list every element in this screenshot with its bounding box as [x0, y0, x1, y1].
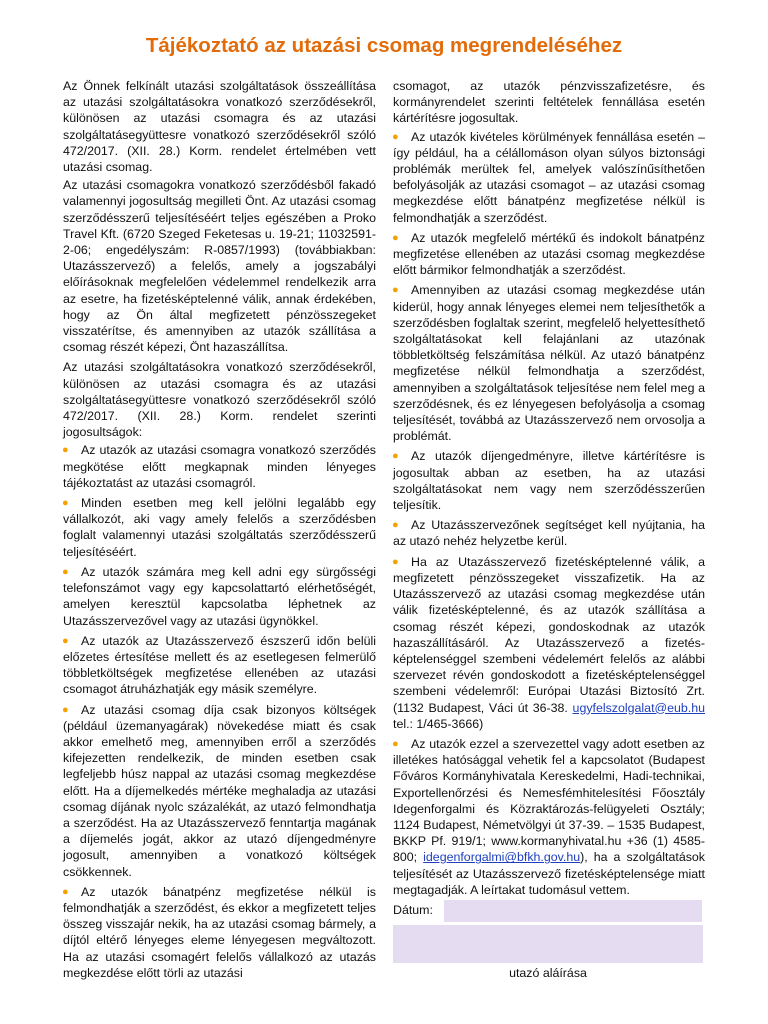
list-item [63, 884, 376, 981]
page-title: Tájékoztató az utazási csomag megrendeléséhez [145, 34, 623, 57]
authority-tail: ), ha a szolgáltatások teljesítését az Utazásszervező fizetésképtelensége miatt megtagadják. A leírtakat tudomásul vettem. [393, 850, 705, 897]
list-item [63, 495, 376, 560]
date-row [393, 900, 705, 922]
bullet-icon: ● [62, 634, 69, 647]
bullet-icon: ● [62, 444, 69, 457]
bullet-icon: ● [62, 703, 69, 716]
right-column [393, 78, 705, 902]
bullet-icon: ● [62, 497, 69, 510]
list-item-text: Az utazók ezzel a szervezettel vagy adott esetben az illetékes hatósággal vehetik fel a kapcsolatot (Budapest Főváros Kormányhivatala Kereskedelmi, Hadi-technikai, Exportellenőrzési és Nemesfémhitelesítési Főosztály Idegenforgalmi és Közraktározás-felügyeleti Osztály; 1124 Budapest, Németvölgyi út 37-39. – 1535 Budapest, BKKP Pf. 919/1; www.kormanyhivatal.hu +36 (1) 4585-800; [393, 736, 705, 865]
list-item [63, 633, 376, 698]
insurer-phone: tel.: 1/465-3666) [393, 716, 484, 731]
left-column [63, 78, 376, 985]
list-item-text: Az Utazásszervezőnek segítséget kell nyújtania, ha az utazó nehéz helyzetbe kerül. [393, 518, 705, 549]
bullet-icon: ● [392, 519, 399, 532]
signature-label: utazó aláírása [509, 966, 587, 980]
list-item-text: Minden esetben meg kell jelölni legalább egy vállalkozót, aki vagy amely felelős a szerződésben foglalt valamennyi utazási szolgáltatás szerződésszerű teljesítéséért. [63, 496, 376, 559]
list-item-text: Az utazási csomag díja csak bizonyos költségek (például üzemanyagárak) növekedése miatt és csak akkor emelhető meg, amennyiben erről a szerződés kifejezetten rendelkezik, de minden esetben csak legfeljebb húsz nappal az utazási csomag megkezdése előtt. Ha a díjemelkedés mértéke meghaladja az utazási csomag díjának nyolc százalékát, az utazó felmondhatja a szerződést. Ha az Utazásszervező fenntartja magának a díjemelés jogát, akkor az utazó díjengedményre jogosult, amennyiben a vonatkozó költségek csökkennek. [63, 702, 376, 879]
insurer-email-link[interactable]: ugyfelszolgalat@eub.hu [572, 700, 705, 715]
list-item [393, 129, 705, 226]
rights-paragraph: Az utazási csomagokra vonatkozó szerződésből fakadó valamennyi jogosultság megilleti Önt. Az utazási csomag szerződésszerű teljesítéséért teljes egészében a Proko Travel Kft. (6720 Szeged Feketesas u. 19-21; 11032591-2-06; engedélyszám: R-0857/1993) (továbbiakban: Utazásszervező) a felelős, amely a jogszabályi előírásoknak megfelelően védelemmel rendelkezik arra az esetre, ha fizetésképtelenné válik, annak érdekében, hogy az Ön által megfizetett pénzösszegeket visszatérítse, és amennyiben az utazók szállítása a csomag részét képezi, Önt hazaszállítsa. [63, 178, 376, 355]
entitlements-intro: Az utazási szolgáltatásokra vonatkozó szerződésekről, különösen az utazási csomagra és az utazási szolgáltatásegyüttesre vonatkozó szerződésekről szóló 472/2017. (XII. 28.) Korm. rendelet szerinti jogosultságok: [63, 360, 376, 440]
list-item-text: Az utazók díjengedményre, illetve kártérítésre is jogosultak abban az esetben, ha az utazási szolgáltatásokat nem vagy nem szerződésszerűen teljesítik. [393, 449, 705, 513]
list-item [393, 448, 705, 513]
list-item [63, 564, 376, 629]
bullet-icon: ● [62, 565, 69, 578]
continued-paragraph: csomagot, az utazók pénzvisszafizetésre, és kormányrendelet szerinti feltételek fennállása esetén kártérítésre jogosultak. [393, 79, 705, 126]
bullet-icon: ● [62, 885, 69, 898]
list-item-text: Az utazók bánatpénz megfizetése nélkül is felmondhatják a szerződést, és ekkor a megfizetett teljes összeg visszajár nekik, ha az utazási csomag bármely, a díjtól eltérő lényeges eleme lényegesen megváltozott. Ha az utazási csomagért felelős vállalkozó az utazás megkezdése előtt törli az utazási [63, 884, 376, 980]
bullet-icon: ● [392, 737, 399, 750]
bullet-icon: ● [392, 130, 399, 143]
list-item [393, 736, 705, 898]
intro-paragraph: Az Önnek felkínált utazási szolgáltatások összeállítása az utazási szolgáltatásokra vonatkozó szerződésekről, különösen az utazási csomagra és az utazási szolgáltatásegyüttesre vonatkozó szerződésekről szóló 472/2017. (XII. 28.) Korm. rendelet értelmében vett utazási csomag. [63, 79, 376, 175]
list-item [393, 517, 705, 549]
list-item-text: Az utazók az Utazásszervező észszerű időn belüli előzetes értesítése mellett és az esetlegesen felmerülő többletköltségek megfizetése ellenében az utazási csomagot átruházhatják egy másik személyre. [63, 633, 376, 697]
list-item [63, 442, 376, 491]
date-field[interactable] [444, 900, 702, 922]
bullet-icon: ● [392, 231, 399, 244]
list-item-text: Az utazók megfelelő mértékű és indokolt bánatpénz megfizetése ellenében az utazási csomag megkezdése előtt bármikor felmondhatják a szerződést. [393, 230, 705, 278]
signature-field[interactable] [393, 925, 703, 963]
bullet-icon: ● [392, 555, 399, 568]
list-item [393, 230, 705, 279]
list-item-text: Az utazók az utazási csomagra vonatkozó szerződés megkötése előtt megkapnak minden lényeges tájékoztatást az utazási csomagról. [63, 443, 376, 490]
date-label: Dátum: [393, 903, 433, 917]
list-item [393, 282, 705, 444]
list-item [63, 702, 376, 880]
list-item [393, 554, 705, 732]
list-item-text: Az utazók kivételes körülmények fennállása esetén – így például, ha a célállomáson olyan súlyos biztonsági problémák merültek fel, amelyek valószínűsíthetően befolyásolják az utazási csomagot – az utazási csomag megkezdése előtt bánatpénz megfizetése nélkül is felmondhatják a szerződést. [393, 129, 705, 225]
authority-email-link[interactable]: idegenforgalmi@bfkh.gov.hu [423, 850, 581, 865]
list-item-text: Ha az Utazásszervező fizetésképtelenné válik, a megfizetett pénzösszegeket visszafizetik. Ha az Utazásszervező az utazási csomag megkezdése után válik fizetésképtelenné, és az utazók szállítása a csomag részét képezi, gondoskodnak az utazók hazaszállításáról. Az Utazásszervező a fizetés-képtelenséggel szembeni védelemért felelős az alábbi szervezet révén gondoskodott a fizetésképtelenséggel szembeni védelemről: Európai Utazási Biztosító Zrt. (1132 Budapest, Váci út 36-38. [393, 554, 705, 715]
list-item-text: Amennyiben az utazási csomag megkezdése után kiderül, hogy annak lényeges elemei nem teljesíthetők a szerződésben foglaltak szerint, megfelelő helyettesíthető szolgáltatásokat kell felajánlani az utazónak többletköltség felszámítása nélkül. Az utazó bánatpénz megfizetése nélkül felmondhatja a szerződést, amennyiben a szolgáltatások teljesítése nem felel meg a szerződésnek, és ez lényegesen befolyásolja a csomag teljesítését, továbbá az Utazásszervező nem orvosolja a problémát. [393, 283, 705, 444]
bullet-icon: ● [392, 284, 399, 297]
bullet-icon: ● [392, 450, 399, 463]
list-item-text: Az utazók számára meg kell adni egy sürgősségi telefonszámot vagy egy kapcsolattartó elérhetőségét, amelyen keresztül kapcsolatba léphetnek az Utazásszervezővel vagy az utazási ügynökkel. [63, 564, 376, 628]
